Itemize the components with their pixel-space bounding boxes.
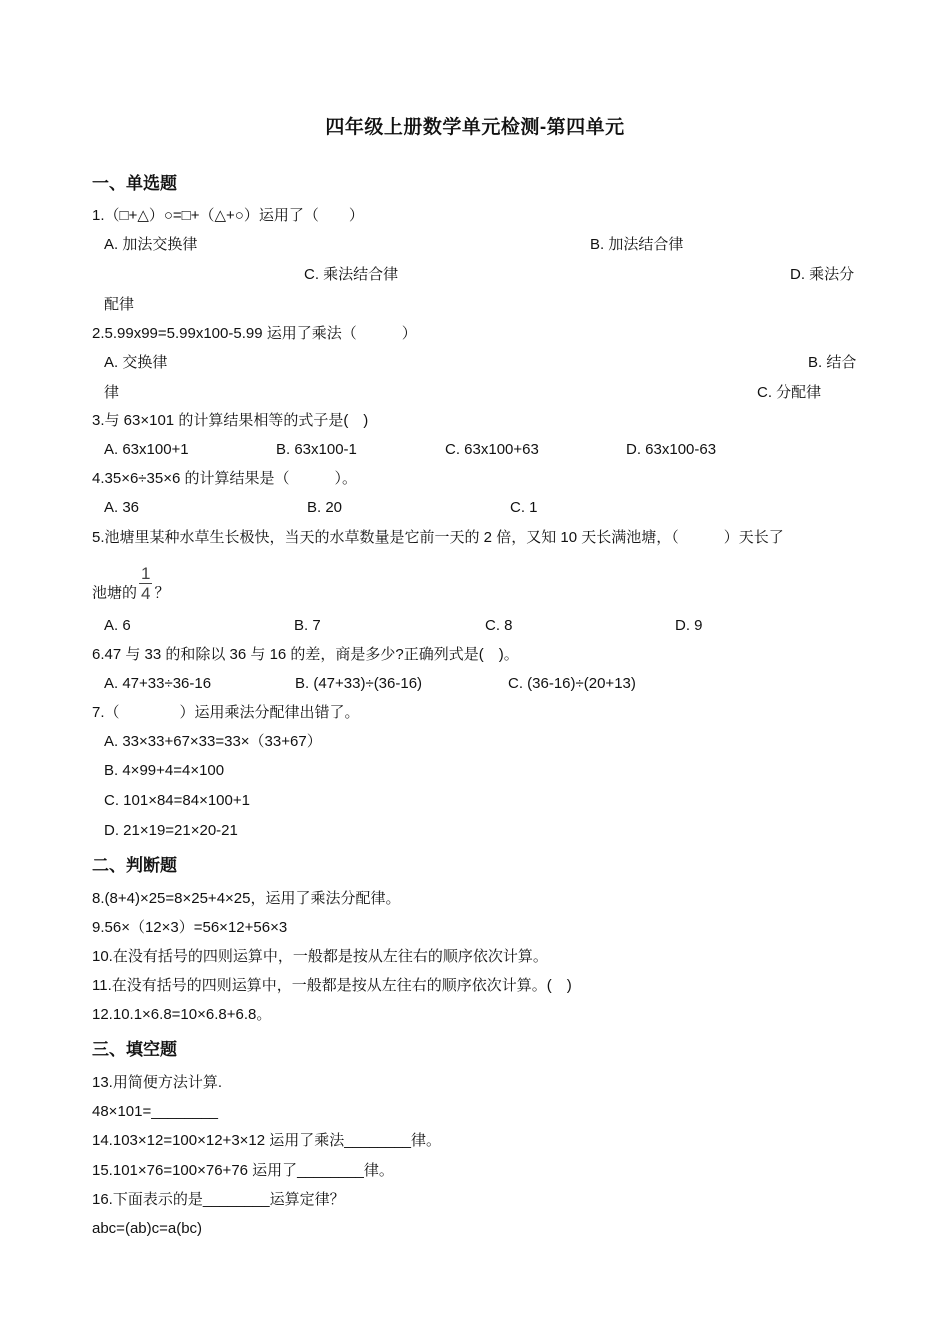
question-3-option-a[interactable]: A. 63x100+1 bbox=[104, 441, 189, 458]
question-4-option-c[interactable]: C. 1 bbox=[510, 499, 538, 516]
question-2-option-b-continued: 律 bbox=[104, 384, 120, 401]
question-13-blank: 48×101=________ bbox=[92, 1103, 218, 1120]
question-16-stem: 16.下面表示的是________运算定律？ bbox=[92, 1191, 345, 1208]
page-title: 四年级上册数学单元检测-第四单元 bbox=[325, 117, 625, 138]
question-1-option-a[interactable]: A. 加法交换律 bbox=[104, 236, 198, 253]
question-2-option-a[interactable]: A. 交换律 bbox=[104, 354, 168, 371]
fraction-one-quarter bbox=[139, 565, 152, 602]
question-3-stem: 3.与 63×101 的计算结果相等的式子是( ) bbox=[92, 412, 369, 429]
question-8: 8.(8+4)×25=8×25+4×25，运用了乘法分配律。 bbox=[92, 890, 401, 907]
question-6-option-a[interactable]: A. 47+33÷36-16 bbox=[104, 675, 212, 692]
question-5-option-b[interactable]: B. 7 bbox=[294, 617, 321, 634]
question-6-option-c[interactable]: C. (36-16)÷(20+13) bbox=[508, 675, 636, 692]
question-5-option-d[interactable]: D. 9 bbox=[675, 617, 703, 634]
question-3-option-b[interactable]: B. 63x100-1 bbox=[276, 441, 357, 458]
question-5-option-c[interactable]: C. 8 bbox=[485, 617, 513, 634]
question-5-stem-line-2 bbox=[92, 564, 170, 612]
question-5-stem: 5.池塘里某种水草生长极快，当天的水草数量是它前一天的 2 倍，又知 10 天长满池塘，（ ）天长了 bbox=[92, 529, 784, 546]
question-9: 9.56×（12×3）=56×12+56×3 bbox=[92, 919, 288, 936]
question-2-option-c[interactable]: C. 分配律 bbox=[757, 384, 822, 401]
question-12: 12.10.1×6.8=10×6.8+6.8。 bbox=[92, 1006, 272, 1023]
question-1-option-d-continued: 配律 bbox=[104, 296, 135, 313]
fraction-numerator: 1 bbox=[141, 564, 151, 583]
question-4-stem: 4.35×6÷35×6 的计算结果是（ ）。 bbox=[92, 470, 357, 487]
question-5-stem-suffix: ？ bbox=[154, 584, 170, 602]
question-1-option-d[interactable]: D. 乘法分 bbox=[790, 266, 855, 283]
question-11: 11.在没有括号的四则运算中，一般都是按从左往右的顺序依次计算。( ) bbox=[92, 977, 572, 994]
question-7-stem: 7.（ ）运用乘法分配律出错了。 bbox=[92, 704, 360, 721]
question-5-option-a[interactable]: A. 6 bbox=[104, 617, 131, 634]
question-5-stem-prefix: 池塘的 bbox=[92, 584, 138, 602]
question-6-stem: 6.47 与 33 的和除以 36 与 16 的差，商是多少?正确列式是( )。 bbox=[92, 646, 519, 663]
section-heading-single-choice: 一、单选题 bbox=[92, 174, 177, 193]
section-heading-true-false: 二、判断题 bbox=[92, 856, 177, 875]
question-4-option-a[interactable]: A. 36 bbox=[104, 499, 140, 516]
question-1-option-c[interactable]: C. 乘法结合律 bbox=[304, 266, 399, 283]
question-13-stem: 13.用简便方法计算. bbox=[92, 1074, 223, 1091]
question-1-stem: 1.（□+△）○=□+（△+○）运用了（ ） bbox=[92, 207, 364, 224]
question-14: 14.103×12=100×12+3×12 运用了乘法________律。 bbox=[92, 1132, 442, 1149]
question-3-option-d[interactable]: D. 63x100-63 bbox=[626, 441, 717, 458]
question-6-option-b[interactable]: B. (47+33)÷(36-16) bbox=[295, 675, 423, 692]
question-7-option-b[interactable]: B. 4×99+4=4×100 bbox=[104, 762, 225, 779]
question-2-stem: 2.5.99x99=5.99x100-5.99 运用了乘法（ ） bbox=[92, 325, 417, 342]
question-1-option-b[interactable]: B. 加法结合律 bbox=[590, 236, 684, 253]
question-3-option-c[interactable]: C. 63x100+63 bbox=[445, 441, 539, 458]
question-2-option-b[interactable]: B. 结合 bbox=[808, 354, 857, 371]
question-15: 15.101×76=100×76+76 运用了________律。 bbox=[92, 1162, 394, 1179]
fraction-denominator: 4 bbox=[141, 584, 151, 603]
section-heading-fill-in: 三、填空题 bbox=[92, 1040, 177, 1059]
question-4-option-b[interactable]: B. 20 bbox=[307, 499, 343, 516]
question-16-formula: abc=(ab)c=a(bc) bbox=[92, 1220, 203, 1237]
question-7-option-a[interactable]: A. 33×33+67×33=33×（33+67） bbox=[104, 733, 322, 750]
question-10: 10.在没有括号的四则运算中，一般都是按从左往右的顺序依次计算。 bbox=[92, 948, 548, 965]
question-7-option-c[interactable]: C. 101×84=84×100+1 bbox=[104, 792, 250, 809]
question-7-option-d[interactable]: D. 21×19=21×20-21 bbox=[104, 822, 238, 839]
